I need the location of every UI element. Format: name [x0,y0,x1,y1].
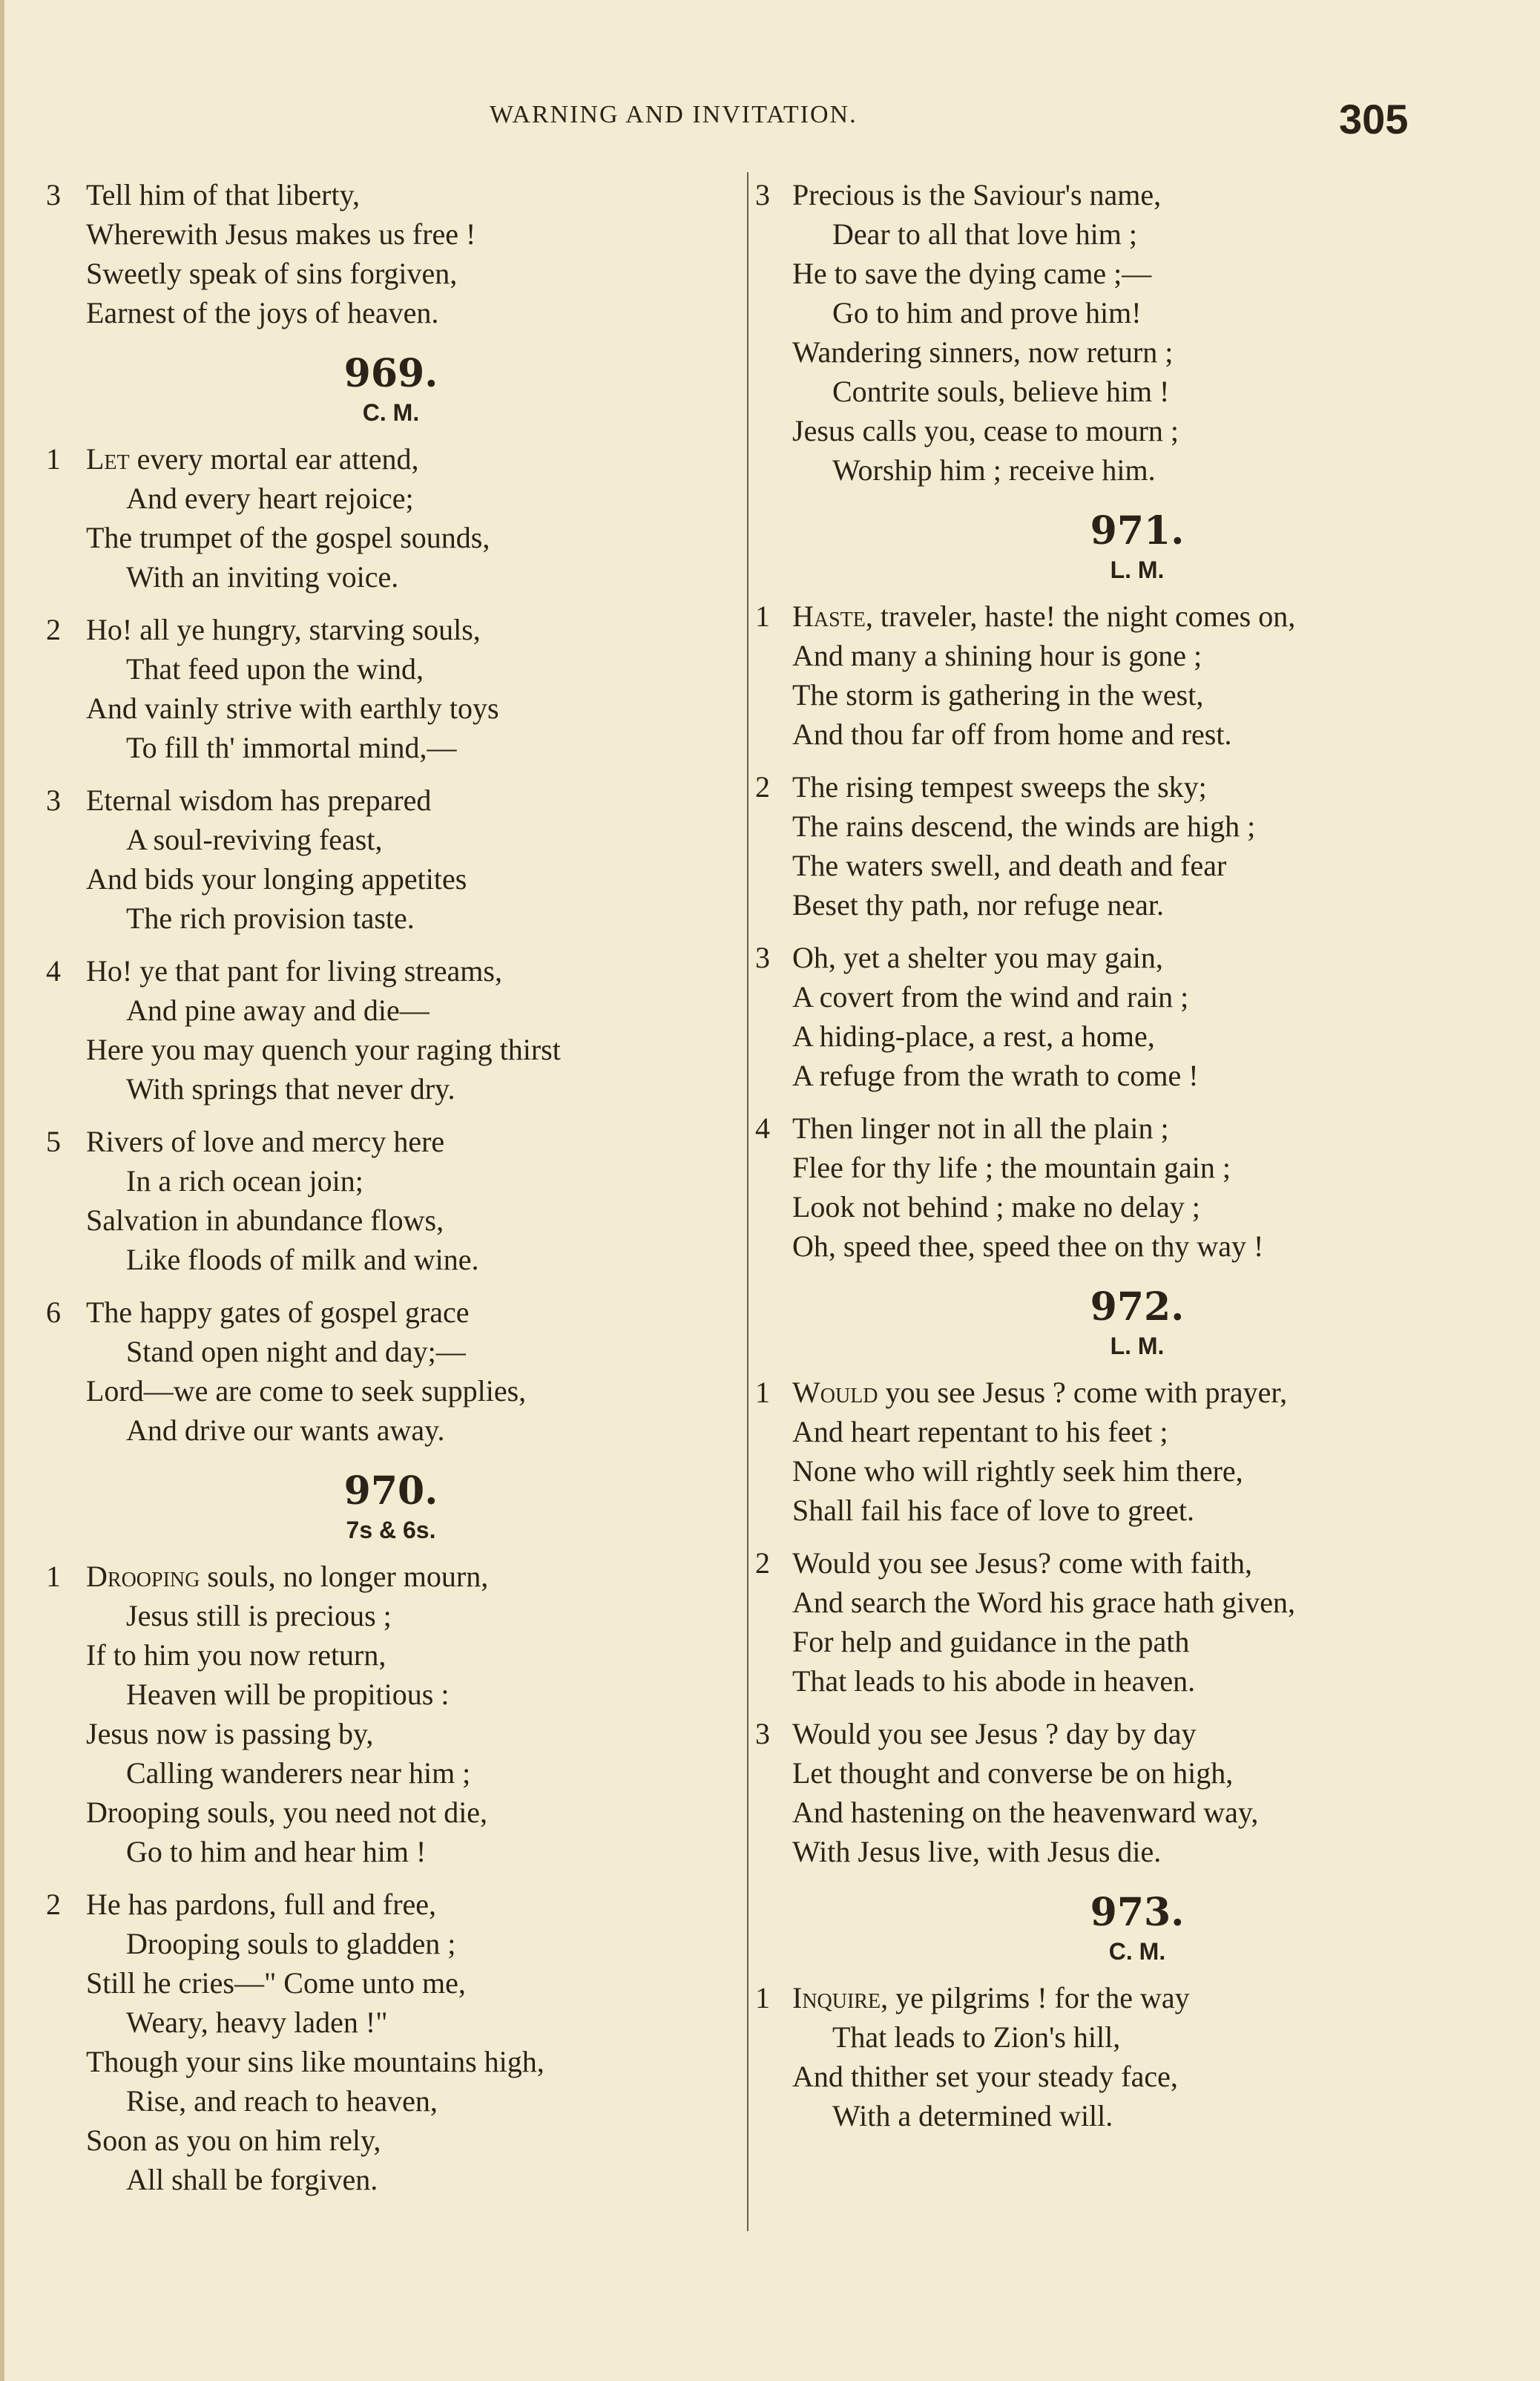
verse-line: For help and guidance in the path [792,1625,1190,1658]
stanza [46,1557,736,1871]
verse-line: Precious is the Saviour's name, [792,178,1162,211]
verse-line: That leads to his abode in heaven. [792,1664,1196,1698]
hymn-meter: C. M. [362,399,420,426]
verse-line: He has pardons, full and free, [86,1888,437,1921]
verse-line: With Jesus live, with Jesus die. [792,1835,1162,1868]
first-word: Haste, [792,600,873,633]
verse-line: That feed upon the wind, [126,652,424,686]
verse-line: Stand open night and day;— [126,1335,466,1368]
verse-line: Oh, speed thee, speed thee on thy way ! [792,1229,1264,1263]
stanza [46,951,736,1109]
verse-line: The trumpet of the gospel sounds, [86,521,490,554]
verse-line: Though your sins like mountains high, [86,2045,544,2078]
stanza [46,175,736,332]
stanza-number: 3 [755,178,770,211]
verse-line: Calling wanderers near him ; [126,1756,471,1790]
stanza [46,610,736,767]
verse-line: The happy gates of gospel grace [86,1295,470,1329]
verse-line: Haste, traveler, haste! the night comes on, [792,600,1296,633]
verse-line: With an inviting voice. [126,560,399,594]
verse-line: Here you may quench your raging thirst [86,1033,561,1066]
verse-line: Shall fail his face of love to greet. [792,1494,1195,1527]
verse-line: Dear to all that love him ; [832,217,1137,251]
verse-line: With a determined will. [832,2099,1113,2132]
verse-line: That leads to Zion's hill, [832,2020,1121,2054]
verse-line: He to save the dying came ;— [792,257,1152,290]
stanza-number: 4 [755,1111,770,1145]
verse-line: A covert from the wind and rain ; [792,980,1189,1014]
stanza-number: 3 [755,1717,770,1750]
stanza [755,175,1519,490]
verse-line: Earnest of the joys of heaven. [86,296,439,329]
verse-line: Like floods of milk and wine. [126,1243,479,1276]
verse-line: Rise, and reach to heaven, [126,2084,438,2118]
verse-line: Would you see Jesus ? day by day [792,1717,1197,1750]
verse-line: Then linger not in all the plain ; [792,1111,1169,1145]
stanza [755,938,1519,1095]
hymn-number: 973. [1090,1890,1185,1935]
hymn-meter: L. M. [1110,556,1165,583]
hymn-meter: 7s & 6s. [346,1517,436,1543]
verse-line: A hiding-place, a rest, a home, [792,1019,1155,1053]
verse-line: Heaven will be propitious : [126,1678,450,1711]
hymn-heading [755,1285,1519,1362]
stanza [755,767,1519,925]
stanza-number: 1 [755,1376,770,1409]
stanza [46,439,736,597]
verse-line: And many a shining hour is gone ; [792,639,1202,672]
verse-line: Eternal wisdom has prepared [86,784,432,817]
verse-line: And every heart rejoice; [126,482,414,515]
stanza [46,1122,736,1279]
verse-line: The rising tempest sweeps the sky; [792,770,1207,804]
verse-line: The rains descend, the winds are high ; [792,809,1256,843]
verse-line: And drive our wants away. [126,1413,445,1447]
right-column [755,175,1519,2149]
verse-line: And thou far off from home and rest. [792,717,1232,751]
stanza-number: 2 [755,770,770,804]
verse-line: And heart repentant to his feet ; [792,1415,1168,1448]
stanza-number: 3 [46,784,61,817]
hymn-number: 969. [343,351,438,396]
hymn-meter: L. M. [1110,1333,1165,1359]
verse-line: Jesus still is precious ; [126,1599,392,1632]
verse-line: All shall be forgiven. [126,2163,378,2196]
verse-line: Drooping souls to gladden ; [126,1927,456,1960]
column-divider [747,172,748,2231]
verse-line: Oh, yet a shelter you may gain, [792,941,1163,974]
verse-line: If to him you now return, [86,1638,386,1672]
stanza [755,1543,1519,1701]
verse-line: Beset thy path, nor refuge near. [792,888,1164,922]
stanza [46,781,736,938]
verse-line: Drooping souls, you need not die, [86,1796,488,1829]
verse-line: A soul-reviving feast, [126,823,383,856]
verse-line: Wherewith Jesus makes us free ! [86,217,476,251]
stanza-number: 3 [46,178,61,211]
first-word: Drooping [86,1560,200,1593]
stanza [755,1109,1519,1266]
verse-line: Flee for thy life ; the mountain gain ; [792,1151,1231,1184]
stanza-number: 1 [46,1560,61,1593]
stanza-number: 5 [46,1125,61,1158]
verse-line: Let every mortal ear attend, [86,442,419,476]
verse-line: A refuge from the wrath to come ! [792,1059,1199,1092]
page-edge [0,0,4,2381]
verse-line: Let thought and converse be on high, [792,1756,1234,1790]
verse-line: Go to him and prove him! [832,296,1142,329]
left-column [46,175,736,2213]
verse-line: Rivers of love and mercy here [86,1125,445,1158]
verse-line: Go to him and hear him ! [126,1835,427,1868]
verse-line: In a rich ocean join; [126,1164,363,1198]
verse-line: Wandering sinners, now return ; [792,335,1174,369]
verse-line: To fill th' immortal mind,— [126,731,457,764]
verse-line: And pine away and die— [126,994,430,1027]
stanza-number: 3 [755,941,770,974]
stanza-number: 1 [755,1981,770,2014]
verse-line: With springs that never dry. [126,1072,455,1106]
stanza [755,1978,1519,2135]
verse-line: Lord—we are come to seek supplies, [86,1374,527,1408]
stanza-number: 1 [755,600,770,633]
first-word: Inquire, [792,1981,889,2014]
verse-line: And search the Word his grace hath given, [792,1586,1296,1619]
verse-line: Weary, heavy laden !" [126,2006,388,2039]
hymn-heading [46,352,736,429]
stanza [46,1885,736,2199]
verse-line: Ho! all ye hungry, starving souls, [86,613,481,646]
stanza-number: 2 [46,1888,61,1921]
stanza-number: 6 [46,1295,61,1329]
hymn-number: 971. [1090,508,1185,554]
verse-line: The storm is gathering in the west, [792,678,1204,712]
verse-line: Jesus now is passing by, [86,1717,374,1750]
page-header [0,95,1540,147]
hymn-heading [46,1469,736,1546]
verse-line: Still he cries—" Come unto me, [86,1966,466,2000]
verse-line: Sweetly speak of sins forgiven, [86,257,458,290]
hymn-meter: C. M. [1108,1938,1166,1965]
verse-line: And hastening on the heavenward way, [792,1796,1259,1829]
stanza-number: 2 [46,613,61,646]
verse-line: Would you see Jesus ? come with prayer, [792,1376,1288,1409]
verse-line: Contrite souls, believe him ! [832,375,1170,408]
stanza-number: 2 [755,1546,770,1580]
page-number: 305 [1339,96,1409,142]
verse-line: Jesus calls you, cease to mourn ; [792,414,1179,447]
hymn-number: 972. [1090,1284,1185,1330]
running-head: WARNING AND INVITATION. [490,101,858,128]
verse-line: Inquire, ye pilgrims ! for the way [792,1981,1190,2014]
verse-line: And bids your longing appetites [86,862,467,896]
verse-line: Would you see Jesus? come with faith, [792,1546,1252,1580]
verse-line: The waters swell, and death and fear [792,849,1227,882]
verse-line: Ho! ye that pant for living streams, [86,954,502,988]
first-word: Let [86,442,130,476]
stanza [46,1293,736,1450]
verse-line: Drooping souls, no longer mourn, [86,1560,489,1593]
verse-line: And thither set your steady face, [792,2060,1178,2093]
verse-line: The rich provision taste. [126,902,415,935]
verse-line: Look not behind ; make no delay ; [792,1190,1200,1224]
verse-line: Tell him of that liberty, [86,178,360,211]
stanza-number: 1 [46,442,61,476]
hymn-heading [755,1891,1519,1968]
verse-line: None who will rightly seek him there, [792,1454,1243,1488]
verse-line: Worship him ; receive him. [832,453,1156,487]
verse-line: Salvation in abundance flows, [86,1203,444,1237]
stanza-number: 4 [46,954,61,988]
stanza [755,597,1519,754]
verse-line: And vainly strive with earthly toys [86,692,499,725]
stanza [755,1714,1519,1871]
hymn-heading [755,509,1519,586]
stanza [755,1373,1519,1530]
hymn-number: 970. [343,1468,438,1514]
first-word: Would [792,1376,878,1409]
verse-line: Soon as you on him rely, [86,2124,381,2157]
